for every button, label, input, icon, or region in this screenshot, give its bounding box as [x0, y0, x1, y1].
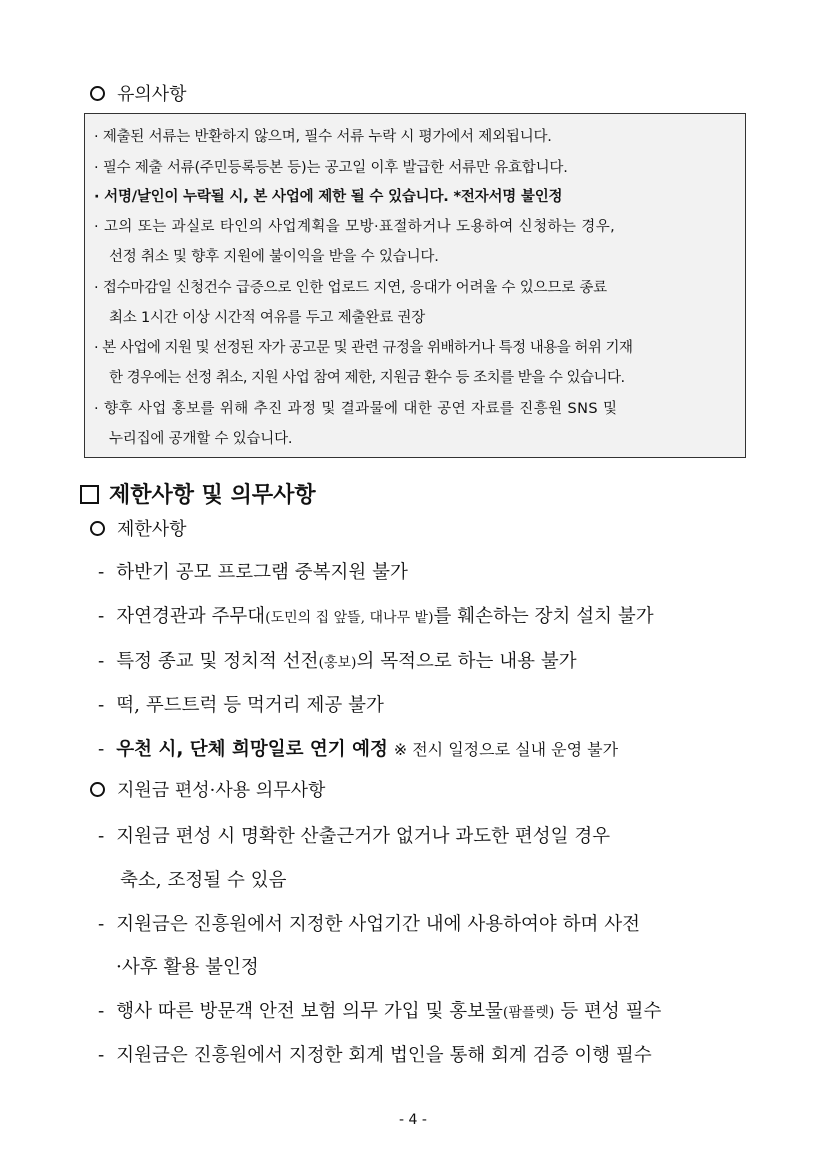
- square-bullet-icon: [80, 485, 99, 504]
- notice-box: [84, 113, 746, 458]
- list-item: - 하반기 공모 프로그램 중복지원 불가: [98, 562, 408, 583]
- hollow-circle-bullet-icon: [90, 782, 105, 797]
- notice-line: · 고의 또는 과실로 타인의 사업계획을 모방·표절하거나 도용하여 신청하는 경우,: [94, 219, 616, 235]
- notice-line: 선정 취소 및 향후 지원에 불이익을 받을 수 있습니다.: [109, 249, 439, 265]
- notice-heading: 유의사항: [90, 80, 187, 106]
- section-title: 제한사항 및 의무사항: [80, 478, 316, 509]
- hollow-circle-bullet-icon: [90, 86, 105, 101]
- list-item: - 행사 따른 방문객 안전 보험 의무 가입 및 홍보물(팜플렛) 등 편성 필수: [98, 1001, 662, 1022]
- list-item: - 자연경관과 주무대(도민의 집 앞뜰, 대나무 밭)를 훼손하는 장치 설치 불가: [98, 606, 654, 627]
- list-item-continuation: ·사후 활용 불인정: [116, 957, 259, 978]
- restrictions-heading: 제한사항: [90, 515, 187, 541]
- notice-line: · 제출된 서류는 반환하지 않으며, 필수 서류 누락 시 평가에서 제외됩니다.: [94, 129, 552, 145]
- list-item: - 지원금은 진흥원에서 지정한 사업기간 내에 사용하여야 하며 사전: [98, 914, 640, 935]
- notice-line: 한 경우에는 선정 취소, 지원 사업 참여 제한, 지원금 환수 등 조치를 받을 수 있습니다.: [109, 370, 625, 386]
- page-number: - 4 -: [399, 1112, 427, 1128]
- list-item: - 지원금 편성 시 명확한 산출근거가 없거나 과도한 편성일 경우: [98, 826, 611, 847]
- obligations-heading: 지원금 편성·사용 의무사항: [90, 776, 325, 802]
- list-item-continuation: 축소, 조정될 수 있음: [120, 870, 287, 891]
- notice-line: · 접수마감일 신청건수 급증으로 인한 업로드 지연, 응대가 어려울 수 있으므로 종료: [94, 280, 607, 296]
- notice-line-bold: · 서명/날인이 누락될 시, 본 사업에 제한 될 수 있습니다. *전자서명 불인정: [94, 189, 563, 205]
- notice-line: 누리집에 공개할 수 있습니다.: [109, 431, 293, 447]
- list-item: - 지원금은 진흥원에서 지정한 회계 법인을 통해 회계 검증 이행 필수: [98, 1045, 652, 1066]
- exhibition-note: ※ 전시 일정으로 실내 운영 불가: [393, 740, 619, 759]
- notice-line: · 향후 사업 홍보를 위해 추진 과정 및 결과물에 대한 공연 자료를 진흥원 SNS 및: [94, 401, 618, 417]
- notice-line: · 필수 제출 서류(주민등록등본 등)는 공고일 이후 발급한 서류만 유효합니다.: [94, 160, 568, 176]
- hollow-circle-bullet-icon: [90, 521, 105, 536]
- notice-line: · 본 사업에 지원 및 선정된 자가 공고문 및 관련 규정을 위배하거나 특정 내용을 허위 기재: [94, 340, 633, 356]
- rain-notice-bold: 우천 시, 단체 희망일로 연기 예정: [116, 739, 388, 760]
- list-item: - 떡, 푸드트럭 등 먹거리 제공 불가: [98, 695, 384, 716]
- notice-line: 최소 1시간 이상 시간적 여유를 두고 제출완료 권장: [109, 310, 426, 326]
- list-item: - 우천 시, 단체 희망일로 연기 예정 ※ 전시 일정으로 실내 운영 불가: [98, 739, 619, 760]
- list-item: - 특정 종교 및 정치적 선전(홍보)의 목적으로 하는 내용 불가: [98, 651, 577, 672]
